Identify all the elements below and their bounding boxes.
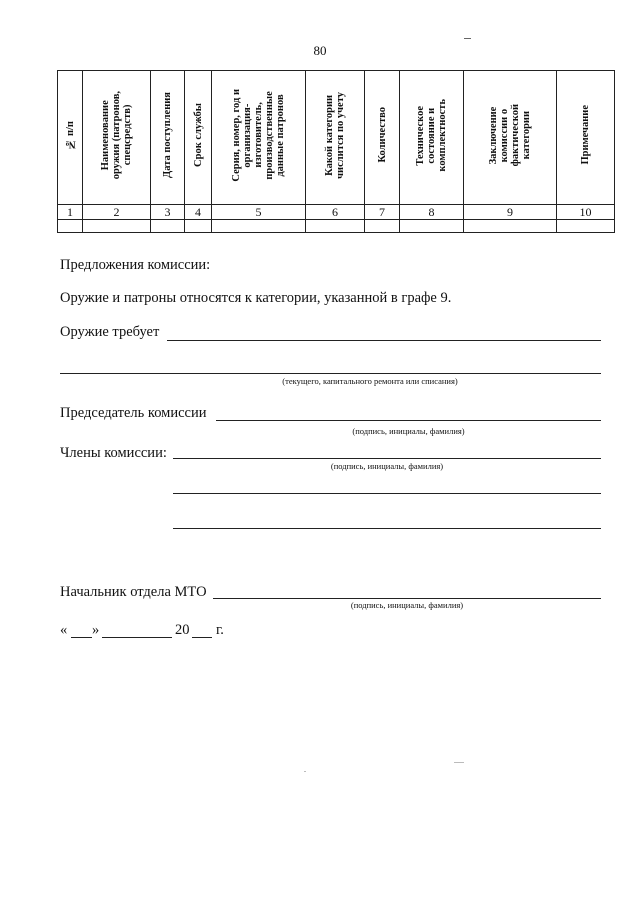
chairman-signature-field[interactable]	[216, 420, 601, 421]
empty-cell[interactable]	[365, 220, 400, 233]
member-signature-field-1[interactable]	[173, 458, 601, 459]
column-number: 5	[212, 205, 306, 220]
member-signature-field-2[interactable]	[173, 493, 601, 494]
weapon-requires-field-2[interactable]	[60, 373, 601, 374]
date-close-quote: »	[92, 622, 100, 638]
column-number: 7	[365, 205, 400, 220]
members-caption: (подпись, инициалы, фамилия)	[330, 461, 444, 471]
header-cell-10: Примечание	[557, 71, 615, 205]
header-cell-6: Какой категории числится по учету	[306, 71, 365, 205]
column-number: 3	[151, 205, 185, 220]
members-label: Члены комиссии:	[60, 445, 167, 461]
column-number-row	[58, 205, 615, 220]
empty-cell[interactable]	[212, 220, 306, 233]
empty-cell[interactable]	[306, 220, 365, 233]
header-cell-4: Срок службы	[185, 71, 212, 205]
header-cell-9: Заключение комиссии о фактической категории	[464, 71, 557, 205]
member-signature-field-3[interactable]	[173, 528, 601, 529]
header-cell-8: Техническое состояние и комплектность	[400, 71, 464, 205]
page-number: 80	[313, 43, 327, 58]
empty-cell[interactable]	[185, 220, 212, 233]
mto-head-caption: (подпись, инициалы, фамилия)	[350, 600, 464, 610]
empty-cell[interactable]	[557, 220, 615, 233]
date-open-quote: «	[60, 622, 68, 638]
empty-cell[interactable]	[464, 220, 557, 233]
column-number: 4	[185, 205, 212, 220]
empty-cell[interactable]	[400, 220, 464, 233]
column-number: 9	[464, 205, 557, 220]
column-number: 10	[557, 205, 615, 220]
date-year-suffix: г.	[216, 622, 224, 638]
chairman-caption: (подпись, инициалы, фамилия)	[352, 426, 465, 436]
header-cell-1: № п/п	[58, 71, 83, 205]
header-cell-5: Серия, номер, год и организация- изготовитель, производственные данные патронов	[212, 71, 306, 205]
column-number: 1	[58, 205, 83, 220]
stray-mark	[464, 38, 471, 39]
header-cell-3: Дата поступления	[151, 71, 185, 205]
scan-artifact	[454, 762, 464, 763]
date-year-prefix: 20	[175, 622, 190, 638]
header-cell-2: Наименование оружия (патронов, спецсредств)	[83, 71, 151, 205]
chairman-label: Председатель комиссии	[60, 405, 207, 421]
inspection-table	[57, 70, 615, 233]
empty-cell[interactable]	[58, 220, 83, 233]
category-statement: Оружие и патроны относятся к категории, указанной в графе 9.	[60, 290, 452, 306]
column-number: 2	[83, 205, 151, 220]
date-month-field[interactable]	[102, 637, 172, 638]
date-day-field[interactable]	[71, 637, 92, 638]
table-header-row	[58, 71, 615, 205]
empty-cell[interactable]	[151, 220, 185, 233]
mto-head-signature-field[interactable]	[213, 598, 601, 599]
empty-cell[interactable]	[83, 220, 151, 233]
mto-head-label: Начальник отдела МТО	[60, 584, 207, 600]
scan-artifact	[304, 771, 306, 772]
weapon-requires-caption: (текущего, капитального ремонта или списания)	[282, 376, 458, 386]
column-number: 6	[306, 205, 365, 220]
weapon-requires-label: Оружие требует	[60, 324, 160, 340]
column-number: 8	[400, 205, 464, 220]
weapon-requires-field[interactable]	[167, 340, 601, 341]
table-empty-row	[58, 220, 615, 233]
header-cell-7: Количество	[365, 71, 400, 205]
proposals-label: Предложения комиссии:	[60, 257, 211, 273]
date-year-field[interactable]	[192, 637, 212, 638]
